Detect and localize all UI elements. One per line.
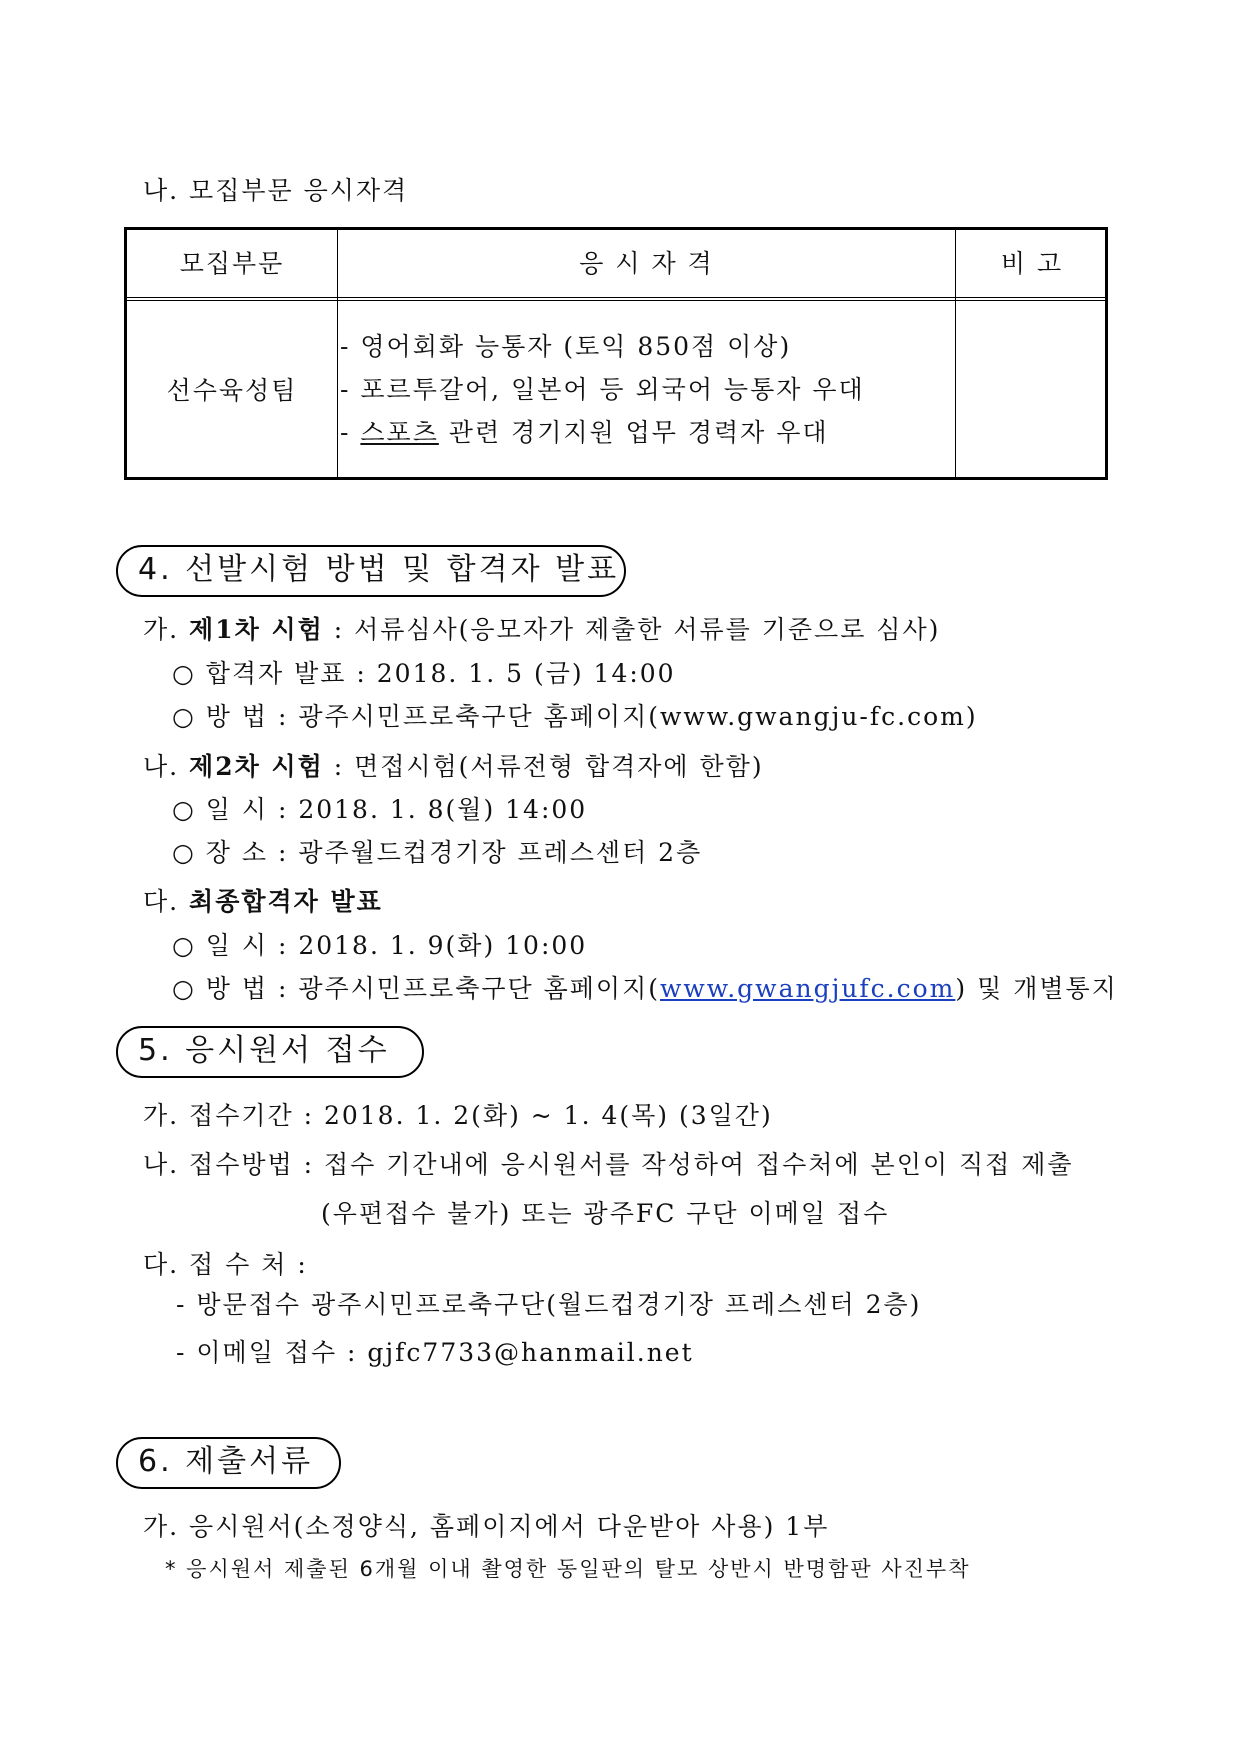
item-prefix: 나. (143, 752, 190, 781)
section-5-place-visit: - 방문접수 광주시민프로축구단(월드컵경기장 프레스센터 2층) (176, 1290, 922, 1319)
qualification-dash: - (340, 418, 361, 447)
qualification-rest: 관련 경기지원 업무 경력자 우대 (438, 418, 829, 447)
section-4-c-line (172, 974, 1118, 1004)
header-qualification: 응 시 자 격 (579, 249, 714, 278)
section-4-b-line: ○ 장 소 : 광주월드컵경기장 프레스센터 2층 (172, 838, 703, 867)
section-6-note: * 응시원서 제출된 6개월 이내 촬영한 동일판의 탈모 상반시 반명함판 사진부착 (165, 1557, 971, 1581)
item-prefix: 다. (143, 887, 190, 916)
section-5-place-email: - 이메일 접수 : gjfc7733@hanmail.net (176, 1338, 694, 1367)
section-5-heading: 5. 응시원서 접수 (116, 1026, 424, 1078)
header-note: 비 고 (1000, 249, 1064, 278)
header-separator (127, 297, 1105, 301)
item-bold-label: 제1차 시험 (189, 615, 324, 644)
item-bold-label: 제2차 시험 (189, 752, 324, 781)
item-text: : 서류심사(응모자가 제출한 서류를 기준으로 심사) (323, 615, 941, 644)
section-b-title: 나. 모집부문 응시자격 (143, 176, 409, 205)
qualification-table (124, 227, 1108, 480)
header-division: 모집부문 (179, 249, 285, 278)
section-5-place-label: 다. 접 수 처 : (143, 1250, 308, 1279)
qualification-line (340, 418, 829, 448)
section-4-heading: 4. 선발시험 방법 및 합격자 발표 (116, 545, 626, 597)
section-4-c-line: ○ 일 시 : 2018. 1. 9(화) 10:00 (172, 931, 588, 960)
line-text: ○ 방 법 : 광주시민프로축구단 홈페이지( (172, 974, 660, 1003)
section-6-heading: 6. 제출서류 (116, 1437, 341, 1489)
section-6-item-a: 가. 응시원서(소정양식, 홈페이지에서 다운받아 사용) 1부 (143, 1512, 830, 1541)
section-4-item-b (143, 752, 764, 782)
section-4-item-a (143, 615, 940, 645)
qualification-line: - 포르투갈어, 일본어 등 외국어 능통자 우대 (340, 375, 865, 404)
item-prefix: 가. (143, 615, 190, 644)
item-text: : 면접시험(서류전형 합격자에 한함) (323, 752, 764, 781)
homepage-link[interactable]: www.gwangjufc.com (659, 974, 956, 1003)
section-5-period: 가. 접수기간 : 2018. 1. 2(화) ~ 1. 4(목) (3일간) (143, 1101, 773, 1130)
division-cell: 선수육성팀 (166, 376, 298, 405)
section-5-method: 나. 접수방법 : 접수 기간내에 응시원서를 작성하여 접수처에 본인이 직접 제출 (143, 1150, 1074, 1179)
section-4-b-line: ○ 일 시 : 2018. 1. 8(월) 14:00 (172, 795, 588, 824)
section-4-a-line: ○ 합격자 발표 : 2018. 1. 5 (금) 14:00 (172, 659, 676, 688)
section-4-item-c (143, 887, 383, 917)
qualification-line: - 영어회화 능통자 (토익 850점 이상) (340, 332, 792, 361)
section-4-a-line: ○ 방 법 : 광주시민프로축구단 홈페이지(www.gwangju-fc.com) (172, 702, 978, 731)
section-5-method-cont: (우편접수 불가) 또는 광주FC 구단 이메일 접수 (321, 1199, 890, 1228)
item-bold-label: 최종합격자 발표 (189, 887, 383, 916)
line-text: ) 및 개별통지 (955, 974, 1118, 1003)
qualification-underlined: 스포츠 (360, 418, 439, 447)
